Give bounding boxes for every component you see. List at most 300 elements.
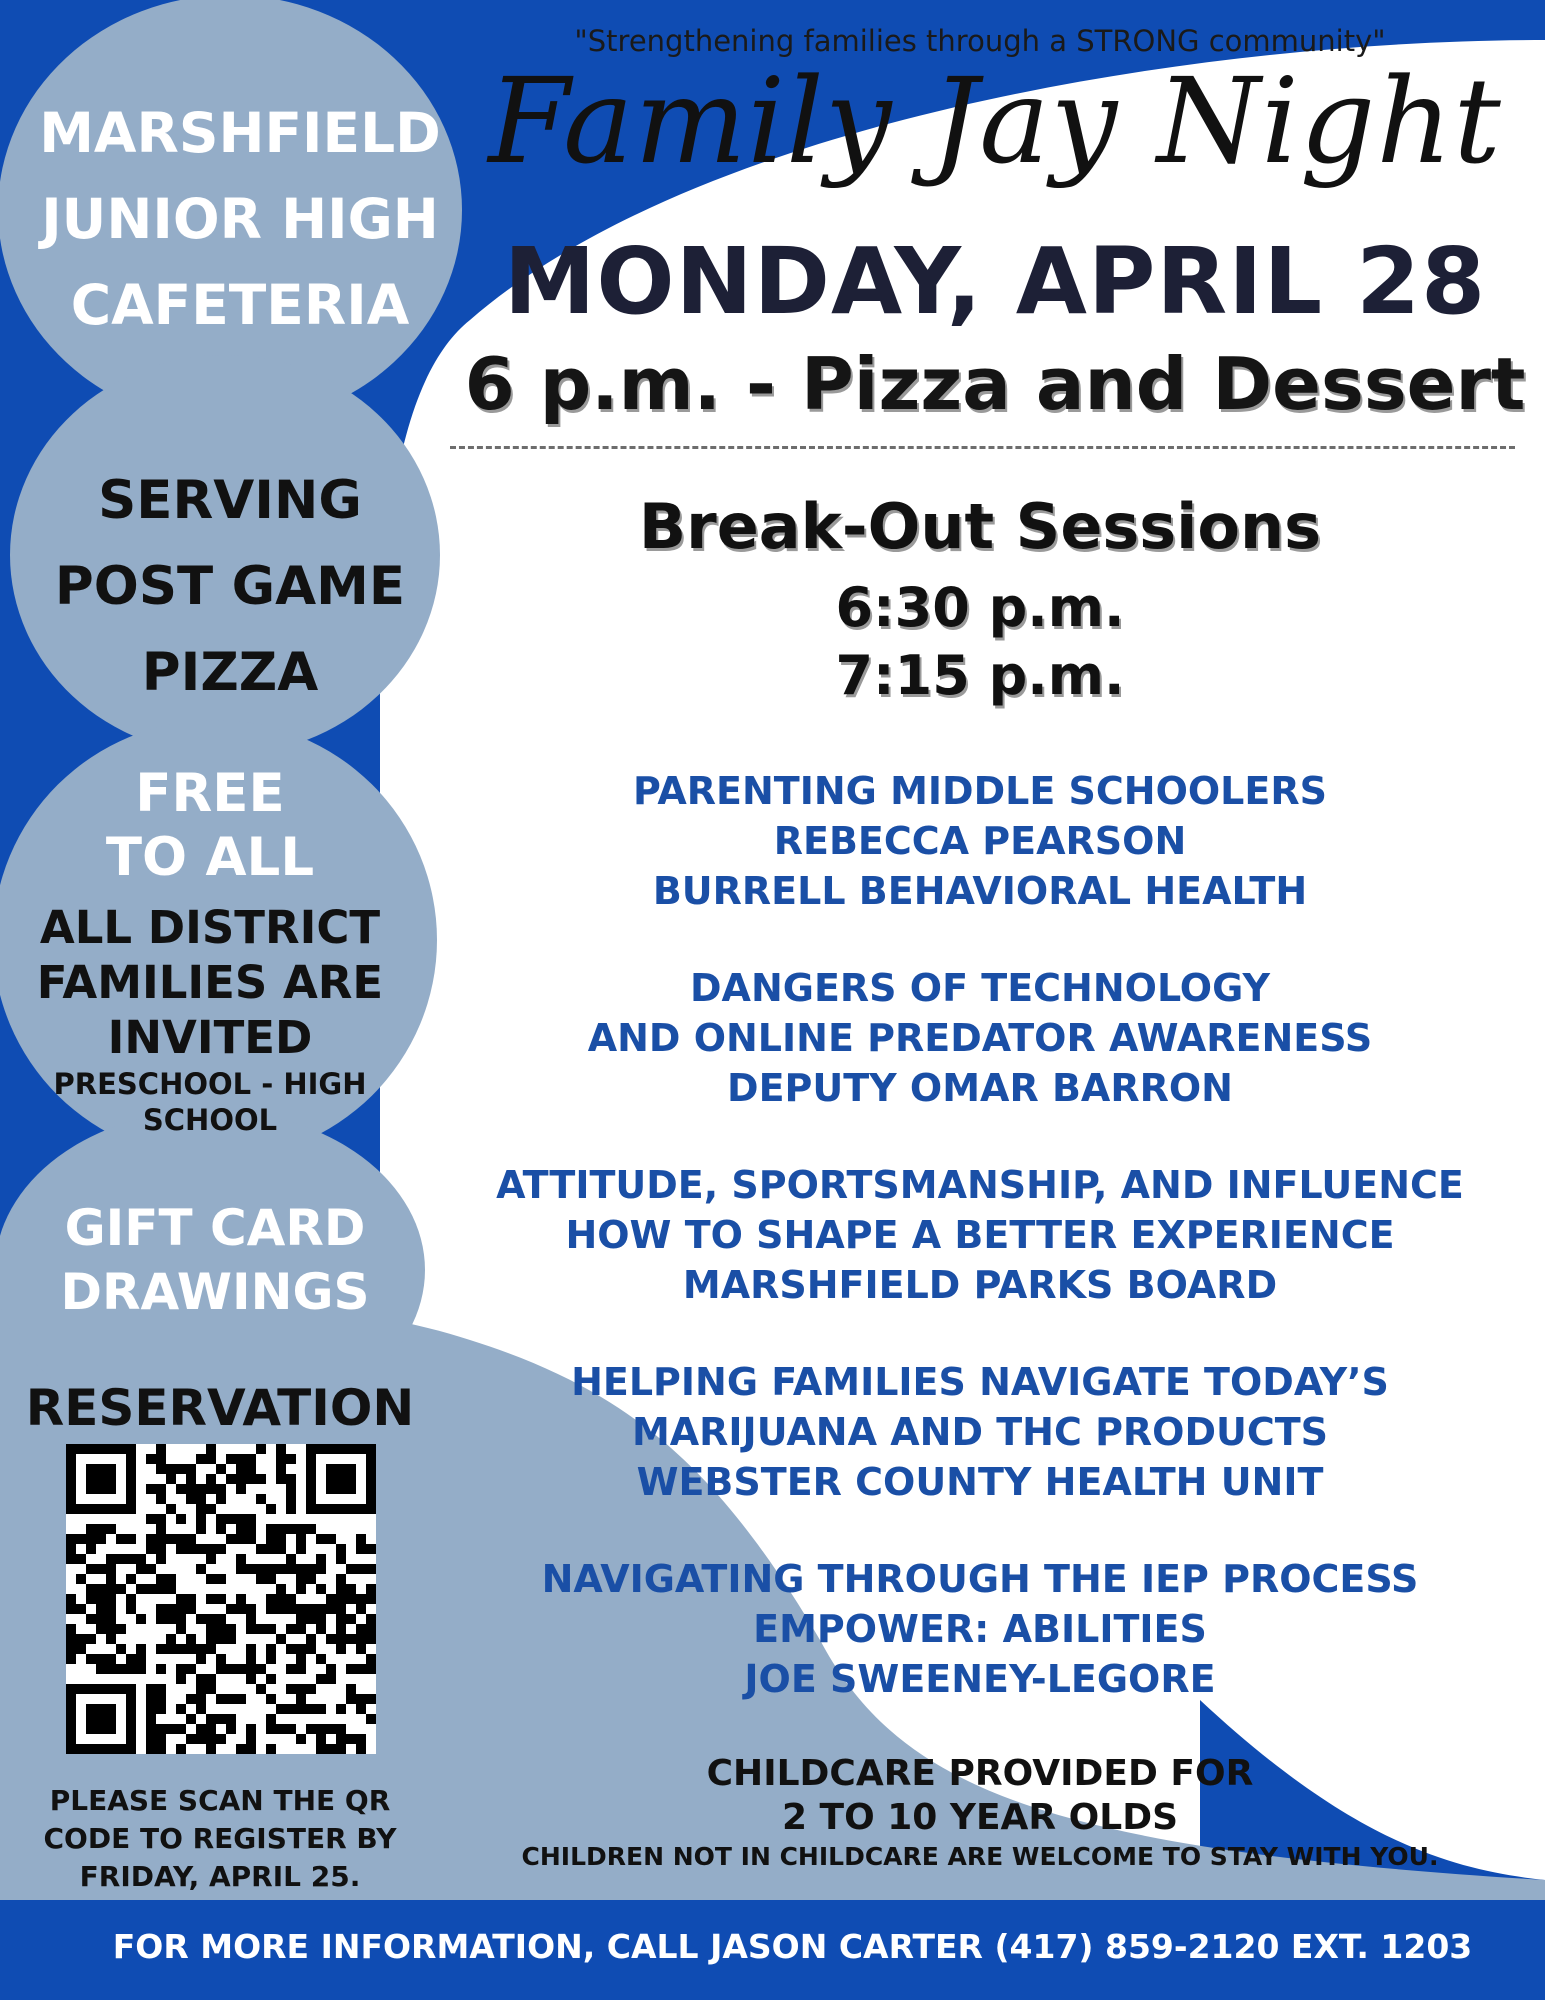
qr-module bbox=[246, 1624, 256, 1634]
qr-module bbox=[356, 1534, 366, 1544]
qr-module bbox=[326, 1594, 336, 1604]
qr-module bbox=[366, 1614, 376, 1624]
qr-module bbox=[176, 1514, 186, 1524]
qr-module bbox=[356, 1634, 366, 1644]
qr-module bbox=[166, 1614, 176, 1624]
qr-module bbox=[246, 1744, 256, 1754]
qr-module bbox=[366, 1634, 376, 1644]
tagline: "Strengthening families through a STRONG community" bbox=[574, 24, 1386, 58]
qr-module bbox=[296, 1644, 306, 1654]
qr-module bbox=[276, 1544, 286, 1554]
qr-module bbox=[156, 1484, 166, 1494]
qr-module bbox=[286, 1484, 296, 1494]
qr-module bbox=[346, 1564, 356, 1574]
qr-module bbox=[76, 1604, 86, 1614]
qr-module bbox=[146, 1534, 156, 1544]
qr-module bbox=[226, 1454, 236, 1464]
qr-module bbox=[246, 1514, 256, 1524]
qr-module bbox=[306, 1644, 316, 1654]
qr-module bbox=[346, 1684, 356, 1694]
qr-module bbox=[86, 1564, 96, 1574]
qr-module bbox=[316, 1704, 326, 1714]
qr-module bbox=[346, 1584, 356, 1594]
qr-module bbox=[326, 1664, 336, 1674]
qr-module bbox=[356, 1594, 366, 1604]
qr-module bbox=[96, 1624, 106, 1634]
qr-module bbox=[276, 1604, 286, 1614]
qr-module bbox=[96, 1584, 106, 1594]
qr-module bbox=[246, 1464, 256, 1474]
qr-module bbox=[326, 1744, 336, 1754]
qr-module bbox=[336, 1574, 346, 1584]
qr-module bbox=[146, 1544, 156, 1554]
qr-module bbox=[146, 1584, 156, 1594]
qr-module bbox=[266, 1604, 276, 1614]
qr-module bbox=[196, 1644, 206, 1654]
qr-module bbox=[146, 1454, 156, 1464]
registration-qr-code[interactable] bbox=[66, 1444, 376, 1754]
qr-module bbox=[286, 1494, 296, 1504]
qr-module bbox=[266, 1714, 276, 1724]
qr-module bbox=[366, 1544, 376, 1554]
qr-module bbox=[216, 1614, 226, 1624]
qr-module bbox=[256, 1684, 266, 1694]
qr-module bbox=[356, 1664, 366, 1674]
qr-module bbox=[136, 1664, 146, 1674]
qr-module bbox=[296, 1654, 306, 1664]
qr-module bbox=[66, 1594, 76, 1604]
qr-module bbox=[86, 1634, 96, 1644]
qr-module bbox=[186, 1664, 196, 1674]
qr-module bbox=[316, 1564, 326, 1574]
qr-module bbox=[96, 1664, 106, 1674]
qr-module bbox=[246, 1564, 256, 1574]
qr-module bbox=[336, 1644, 346, 1654]
qr-module bbox=[206, 1644, 216, 1654]
qr-module bbox=[366, 1584, 376, 1594]
qr-module bbox=[246, 1534, 256, 1544]
qr-module bbox=[166, 1644, 176, 1654]
qr-module bbox=[156, 1574, 166, 1584]
qr-module bbox=[206, 1454, 216, 1464]
qr-module bbox=[266, 1544, 276, 1554]
qr-module bbox=[286, 1604, 296, 1614]
breakout-time-2: 7:15 p.m. bbox=[835, 644, 1125, 707]
qr-module bbox=[106, 1634, 116, 1644]
qr-module bbox=[136, 1654, 146, 1664]
qr-module bbox=[266, 1564, 276, 1574]
breakout-title: Break-Out Sessions bbox=[638, 490, 1322, 563]
qr-module bbox=[206, 1624, 216, 1634]
qr-module bbox=[296, 1694, 306, 1704]
qr-module bbox=[126, 1654, 136, 1664]
qr-module bbox=[106, 1584, 116, 1594]
qr-module bbox=[356, 1694, 366, 1704]
qr-module bbox=[176, 1464, 186, 1474]
qr-module bbox=[276, 1564, 286, 1574]
qr-module bbox=[226, 1624, 236, 1634]
qr-module bbox=[66, 1544, 76, 1554]
qr-module bbox=[366, 1654, 376, 1664]
qr-module bbox=[356, 1604, 366, 1614]
qr-module bbox=[166, 1504, 176, 1514]
qr-module bbox=[246, 1644, 256, 1654]
qr-module bbox=[126, 1554, 136, 1564]
qr-module bbox=[176, 1484, 186, 1494]
qr-module bbox=[186, 1534, 196, 1544]
qr-module bbox=[346, 1634, 356, 1644]
qr-module bbox=[346, 1614, 356, 1624]
qr-module bbox=[266, 1594, 276, 1604]
qr-module bbox=[296, 1524, 306, 1534]
serving-line: SERVING bbox=[98, 470, 362, 531]
qr-module bbox=[76, 1644, 86, 1654]
qr-module bbox=[166, 1534, 176, 1544]
qr-module bbox=[336, 1614, 346, 1624]
invited-text bbox=[10, 900, 410, 1065]
qr-module bbox=[276, 1724, 286, 1734]
qr-module bbox=[186, 1464, 196, 1474]
qr-module bbox=[86, 1614, 96, 1624]
session-presenter: REBECCA PEARSON bbox=[773, 819, 1187, 863]
qr-module bbox=[156, 1524, 166, 1534]
qr-module bbox=[336, 1734, 346, 1744]
qr-module bbox=[226, 1634, 236, 1644]
qr-module bbox=[316, 1604, 326, 1614]
qr-module bbox=[166, 1604, 176, 1614]
serving-line: PIZZA bbox=[141, 642, 319, 703]
qr-module bbox=[276, 1594, 286, 1604]
qr-module bbox=[266, 1574, 276, 1584]
qr-module bbox=[176, 1614, 186, 1624]
qr-module bbox=[246, 1454, 256, 1464]
qr-module bbox=[276, 1704, 286, 1714]
qr-module bbox=[106, 1664, 116, 1674]
qr-module bbox=[316, 1724, 326, 1734]
qr-module bbox=[106, 1564, 116, 1574]
qr-module bbox=[366, 1694, 376, 1704]
qr-module bbox=[266, 1744, 276, 1754]
qr-module bbox=[126, 1534, 136, 1544]
qr-module bbox=[236, 1524, 246, 1534]
qr-module bbox=[106, 1554, 116, 1564]
reservation-heading: RESERVATION bbox=[25, 1379, 415, 1437]
qr-module bbox=[196, 1514, 206, 1524]
qr-module bbox=[196, 1704, 206, 1714]
qr-module bbox=[96, 1524, 106, 1534]
qr-module bbox=[126, 1594, 136, 1604]
location-line: CAFETERIA bbox=[70, 273, 410, 337]
qr-module bbox=[306, 1574, 316, 1584]
qr-module bbox=[66, 1554, 76, 1564]
qr-module bbox=[236, 1694, 246, 1704]
qr-module bbox=[266, 1724, 276, 1734]
qr-module bbox=[146, 1734, 156, 1744]
qr-module bbox=[186, 1714, 196, 1724]
qr-module bbox=[236, 1744, 246, 1754]
qr-module bbox=[326, 1534, 336, 1544]
qr-module bbox=[86, 1584, 96, 1594]
qr-module bbox=[186, 1644, 196, 1654]
qr-module bbox=[146, 1684, 156, 1694]
session-presenter: DEPUTY OMAR BARRON bbox=[727, 1066, 1233, 1110]
qr-module bbox=[316, 1654, 326, 1664]
qr-module bbox=[256, 1664, 266, 1674]
qr-module bbox=[186, 1474, 196, 1484]
qr-module bbox=[216, 1734, 226, 1744]
qr-module bbox=[66, 1654, 76, 1664]
qr-module bbox=[266, 1504, 276, 1514]
qr-module bbox=[306, 1704, 316, 1714]
invited-line: ALL DISTRICT bbox=[39, 901, 381, 954]
qr-module bbox=[216, 1694, 226, 1704]
dinner-line: 6 p.m. - Pizza and Dessert bbox=[464, 342, 1526, 426]
qr-module bbox=[106, 1654, 116, 1664]
qr-module bbox=[286, 1724, 296, 1734]
qr-module bbox=[176, 1674, 186, 1684]
qr-module bbox=[66, 1624, 76, 1634]
qr-module bbox=[186, 1484, 196, 1494]
qr-module bbox=[206, 1734, 216, 1744]
qr-module bbox=[346, 1694, 356, 1704]
qr-module bbox=[106, 1604, 116, 1614]
qr-module bbox=[166, 1584, 176, 1594]
qr-module bbox=[146, 1724, 156, 1734]
qr-module bbox=[86, 1594, 96, 1604]
qr-module bbox=[316, 1584, 326, 1594]
qr-module bbox=[346, 1734, 356, 1744]
qr-module bbox=[306, 1724, 316, 1734]
free-line: TO ALL bbox=[105, 827, 315, 888]
qr-module bbox=[206, 1504, 216, 1514]
qr-module bbox=[246, 1734, 256, 1744]
qr-module bbox=[326, 1674, 336, 1684]
qr-module bbox=[176, 1604, 186, 1614]
qr-module bbox=[266, 1524, 276, 1534]
qr-module bbox=[226, 1474, 236, 1484]
qr-module bbox=[106, 1524, 116, 1534]
qr-module bbox=[246, 1724, 256, 1734]
qr-module bbox=[296, 1614, 306, 1624]
qr-module bbox=[306, 1634, 316, 1644]
qr-module bbox=[226, 1514, 236, 1524]
free-line: FREE bbox=[135, 763, 285, 824]
qr-module bbox=[266, 1694, 276, 1704]
session-title: PARENTING MIDDLE SCHOOLERS bbox=[633, 769, 1327, 813]
qr-module bbox=[96, 1594, 106, 1604]
qr-module bbox=[206, 1544, 216, 1554]
qr-module bbox=[296, 1574, 306, 1584]
qr-module bbox=[266, 1674, 276, 1684]
qr-module bbox=[116, 1624, 126, 1634]
qr-module bbox=[196, 1614, 206, 1624]
qr-module bbox=[106, 1574, 116, 1584]
qr-module bbox=[186, 1694, 196, 1704]
qr-module bbox=[136, 1644, 146, 1654]
session-title: DANGERS OF TECHNOLOGY bbox=[690, 966, 1270, 1010]
serving-text bbox=[40, 458, 420, 716]
qr-module bbox=[186, 1734, 196, 1744]
qr-module bbox=[216, 1494, 226, 1504]
qr-module bbox=[196, 1694, 206, 1704]
qr-module bbox=[196, 1484, 206, 1494]
qr-module bbox=[66, 1634, 76, 1644]
qr-module bbox=[216, 1634, 226, 1644]
grades-text bbox=[30, 1066, 390, 1138]
qr-module bbox=[236, 1594, 246, 1604]
qr-module bbox=[176, 1744, 186, 1754]
qr-module bbox=[356, 1564, 366, 1574]
qr-module bbox=[266, 1654, 276, 1664]
qr-module bbox=[316, 1554, 326, 1564]
qr-module bbox=[276, 1464, 286, 1474]
qr-module bbox=[266, 1624, 276, 1634]
location-text bbox=[20, 90, 460, 348]
qr-module bbox=[236, 1464, 246, 1474]
qr-module bbox=[276, 1634, 286, 1644]
qr-module bbox=[356, 1734, 366, 1744]
qr-module bbox=[336, 1624, 346, 1634]
qr-module bbox=[236, 1554, 246, 1564]
qr-module bbox=[326, 1604, 336, 1614]
qr-module bbox=[156, 1554, 166, 1564]
qr-module bbox=[196, 1524, 206, 1534]
qr-module bbox=[206, 1614, 216, 1624]
qr-module bbox=[166, 1474, 176, 1484]
qr-module bbox=[286, 1564, 296, 1574]
qr-module bbox=[116, 1664, 126, 1674]
qr-module bbox=[336, 1594, 346, 1604]
qr-module bbox=[286, 1454, 296, 1464]
qr-module bbox=[186, 1604, 196, 1614]
qr-module bbox=[296, 1544, 306, 1554]
qr-module bbox=[136, 1554, 146, 1564]
qr-module bbox=[186, 1544, 196, 1554]
qr-module bbox=[166, 1574, 176, 1584]
qr-module bbox=[236, 1664, 246, 1674]
qr-module bbox=[146, 1744, 156, 1754]
qr-module bbox=[276, 1454, 286, 1464]
qr-module bbox=[276, 1524, 286, 1534]
qr-module bbox=[206, 1724, 216, 1734]
qr-module bbox=[226, 1664, 236, 1674]
qr-module bbox=[186, 1594, 196, 1604]
qr-module bbox=[286, 1704, 296, 1714]
qr-module bbox=[156, 1724, 166, 1734]
qr-module bbox=[196, 1724, 206, 1734]
qr-module bbox=[256, 1474, 266, 1484]
grades-line: PRESCHOOL - HIGH bbox=[53, 1067, 367, 1101]
qr-module bbox=[106, 1624, 116, 1634]
session-block bbox=[440, 1554, 1520, 1704]
qr-module bbox=[166, 1724, 176, 1734]
qr-module bbox=[296, 1624, 306, 1634]
qr-module bbox=[216, 1464, 226, 1474]
qr-module bbox=[296, 1604, 306, 1614]
qr-module bbox=[306, 1684, 316, 1694]
qr-module bbox=[366, 1714, 376, 1724]
qr-module bbox=[76, 1574, 86, 1584]
qr-module bbox=[346, 1664, 356, 1674]
qr-module bbox=[286, 1664, 296, 1674]
qr-module bbox=[246, 1474, 256, 1484]
qr-module bbox=[256, 1564, 266, 1574]
qr-module bbox=[66, 1534, 76, 1544]
invited-line: INVITED bbox=[107, 1011, 313, 1064]
qr-module bbox=[216, 1594, 226, 1604]
qr-module bbox=[316, 1674, 326, 1684]
qr-module bbox=[116, 1644, 126, 1654]
qr-module bbox=[176, 1724, 186, 1734]
qr-module bbox=[156, 1584, 166, 1594]
qr-module bbox=[226, 1714, 236, 1724]
qr-module bbox=[306, 1564, 316, 1574]
qr-module bbox=[116, 1554, 126, 1564]
qr-module bbox=[86, 1544, 96, 1554]
qr-module bbox=[336, 1744, 346, 1754]
qr-module bbox=[216, 1624, 226, 1634]
session-block bbox=[440, 1160, 1520, 1310]
gift-line: DRAWINGS bbox=[60, 1263, 370, 1321]
qr-module bbox=[176, 1624, 186, 1634]
footer-contact: FOR MORE INFORMATION, CALL JASON CARTER (417) 859-2120 EXT. 1203 bbox=[112, 1927, 1473, 1966]
dashed-divider bbox=[450, 446, 1515, 449]
qr-module bbox=[236, 1514, 246, 1524]
qr-module bbox=[96, 1614, 106, 1624]
session-subtitle: AND ONLINE PREDATOR AWARENESS bbox=[587, 1016, 1373, 1060]
qr-module bbox=[76, 1554, 86, 1564]
qr-module bbox=[206, 1714, 216, 1724]
session-presenter: JOE SWEENEY-LEGORE bbox=[744, 1657, 1216, 1701]
qr-module bbox=[206, 1484, 216, 1494]
qr-module bbox=[206, 1684, 216, 1694]
qr-module bbox=[316, 1624, 326, 1634]
qr-module bbox=[226, 1694, 236, 1704]
qr-module bbox=[246, 1524, 256, 1534]
qr-module bbox=[316, 1614, 326, 1624]
qr-module bbox=[156, 1744, 166, 1754]
qr-module bbox=[296, 1584, 306, 1594]
qr-module bbox=[276, 1584, 286, 1594]
event-date: MONDAY, APRIL 28 bbox=[503, 228, 1487, 335]
qr-module bbox=[176, 1704, 186, 1714]
qr-module bbox=[296, 1564, 306, 1574]
qr-module bbox=[196, 1504, 206, 1514]
qr-module bbox=[216, 1524, 226, 1534]
session-block bbox=[440, 766, 1520, 916]
qr-module bbox=[206, 1594, 216, 1604]
qr-finder-top-left bbox=[66, 1444, 136, 1514]
qr-module bbox=[66, 1644, 76, 1654]
qr-module bbox=[156, 1684, 166, 1694]
qr-module bbox=[156, 1734, 166, 1744]
invited-line: FAMILIES ARE bbox=[36, 956, 384, 1009]
qr-module bbox=[276, 1444, 286, 1454]
qr-module bbox=[226, 1604, 236, 1614]
qr-module bbox=[266, 1534, 276, 1544]
qr-module bbox=[216, 1484, 226, 1494]
qr-module bbox=[296, 1704, 306, 1714]
qr-module bbox=[136, 1584, 146, 1594]
qr-module bbox=[316, 1734, 326, 1744]
qr-module bbox=[186, 1494, 196, 1504]
qr-module bbox=[156, 1444, 166, 1454]
qr-module bbox=[176, 1644, 186, 1654]
qr-module bbox=[246, 1654, 256, 1664]
qr-module bbox=[286, 1684, 296, 1694]
session-subtitle: HOW TO SHAPE A BETTER EXPERIENCE bbox=[565, 1213, 1395, 1257]
qr-module bbox=[286, 1524, 296, 1534]
